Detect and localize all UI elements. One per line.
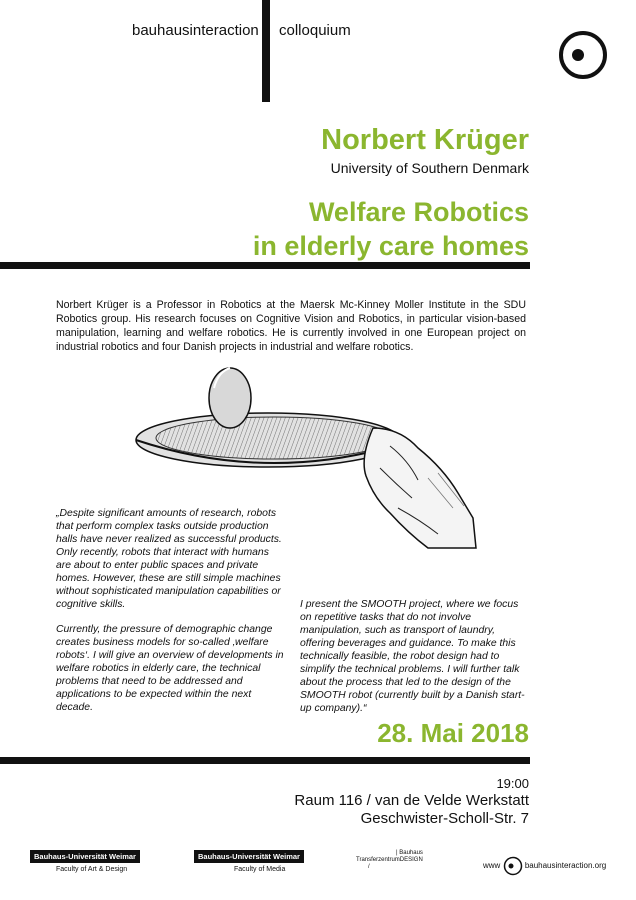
website-logo-icon — [503, 856, 523, 876]
web-prefix: www — [483, 861, 501, 871]
talk-title-line2: in elderly care homes — [252, 231, 529, 261]
event-room: Raum 116 / van de Velde Werkstatt — [294, 792, 529, 809]
footer-logo-media — [194, 850, 304, 873]
footer-logo-art-design — [30, 850, 140, 873]
quote-paragraph-1: „Despite significant amounts of research, robots that perform complex tasks outside production halls have never realized as successful products. Only recently, robots that interact with humans are about to enter public spaces and private homes. However, these are still simple machines without sophisticated manipulation capabilities or cognitive skills. — [56, 508, 282, 610]
talk-title — [253, 195, 529, 263]
event-time: 19:00 — [496, 776, 529, 791]
title-rule — [0, 262, 530, 269]
tz-main: TransferzentrumDESIGN — [356, 857, 423, 863]
event-address: Geschwister-Scholl-Str. 7 — [360, 810, 529, 827]
talk-title-line1: Welfare Robotics — [308, 197, 529, 227]
quote-column-left — [56, 507, 286, 726]
uni-wordmark: Bauhaus-Universität Weimar — [30, 850, 140, 863]
header-type: colloquium — [279, 22, 351, 39]
event-location — [294, 792, 529, 828]
bauhausinteraction-logo-icon — [558, 30, 608, 80]
speaker-bio: Norbert Krüger is a Professor in Robotics at the Maersk Mc-Kinney Moller Institute in the SDU Robotics group. His research focuses on Cognitive Vision and Robotics, in particular vision-based manipulation, learning and welfare robotics. He is currently involved in one European project on industrial robotics and four Danish projects in industrial and welfare robotics. — [56, 299, 526, 353]
transferzentrum-logo: | Bauhaus TransferzentrumDESIGN / — [356, 850, 423, 870]
quote-paragraph-2: Currently, the pressure of demographic change creates business models for so-called ‚welfare robots‘. I will give an overview of developments in welfare robotics in elderly care, the technical problems that need to be addressed and applications to be expected within the next decade. — [56, 624, 284, 713]
web-domain: bauhausinteraction.org — [524, 861, 607, 871]
uni-wordmark: Bauhaus-Universität Weimar — [194, 850, 304, 863]
quote-column-right — [300, 598, 530, 727]
tz-top: Bauhaus — [399, 850, 423, 856]
faculty-media: Faculty of Media — [234, 866, 286, 873]
header-series: bauhausinteraction — [132, 22, 259, 39]
date-rule — [0, 757, 530, 764]
tz-mark: | Bauhaus — [396, 850, 423, 856]
event-date: 28. Mai 2018 — [377, 718, 529, 748]
faculty-art-design: Faculty of Art & Design — [56, 866, 128, 873]
website — [483, 856, 606, 876]
header-divider — [262, 0, 270, 102]
quote-paragraph-3: I present the SMOOTH project, where we focus on repetitive tasks that do not involve manipulation, such as transport of laundry, offering beverages and guidance. To make this technically feasible, the robot design had to simplify the technical problems. I will further talk about the process that led to the design of the SMOOTH robot (currently built by a Danish start-up company).“ — [300, 599, 525, 714]
speaker-affiliation: University of Southern Denmark — [330, 160, 529, 176]
speaker-name: Norbert Krüger — [321, 124, 529, 156]
